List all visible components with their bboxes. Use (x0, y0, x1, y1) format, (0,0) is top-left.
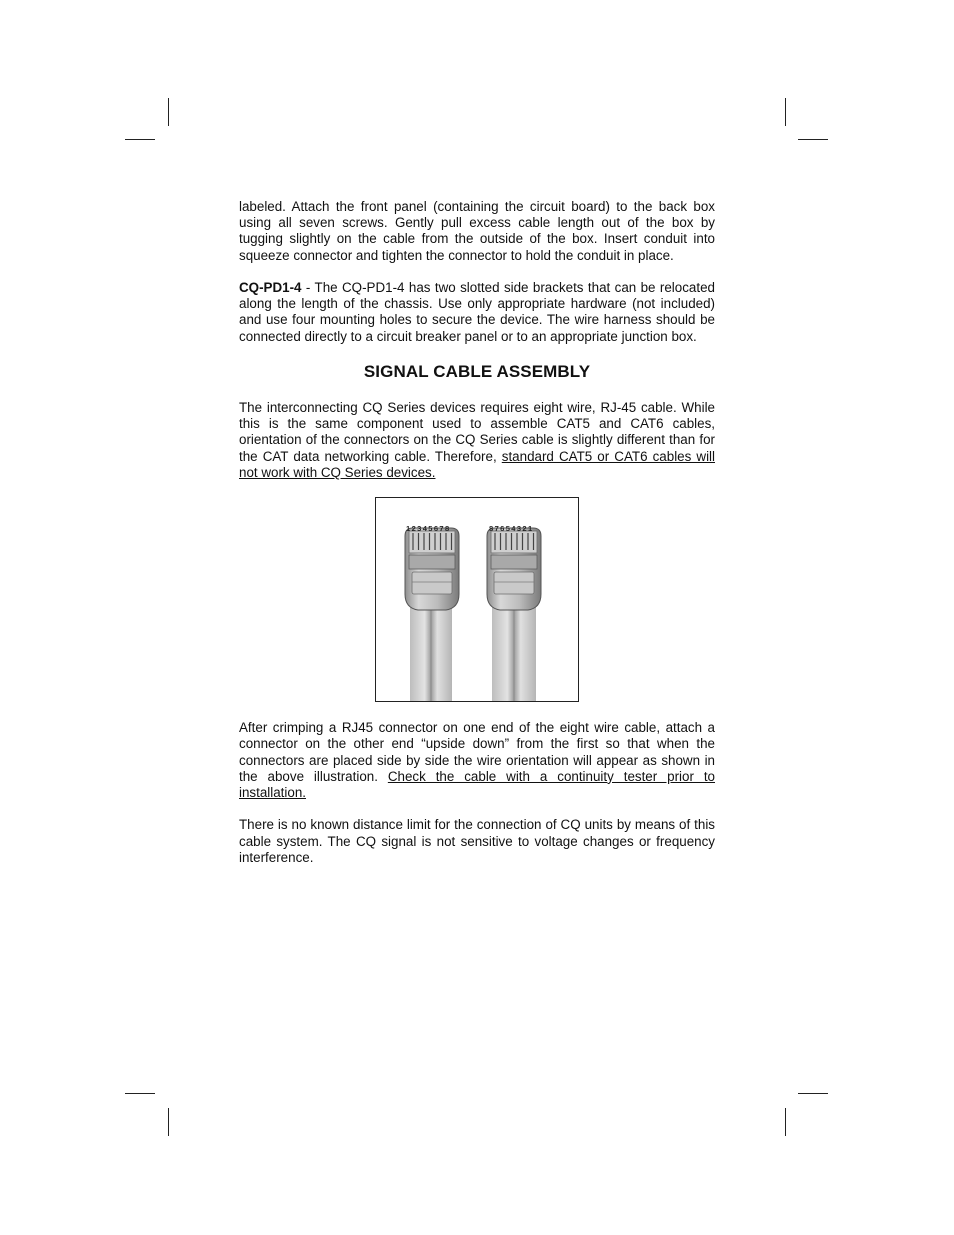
continuity-note-text: Check the cable with a continuity tester prior to installation. (239, 768, 715, 801)
paragraph-cable-intro-text: The interconnecting CQ Series devices requires eight wire, RJ-45 cable. While this is the same component used to assemble CAT5 and CAT6 cables, orientation of the connectors on the CQ Series cable is slightly different than for the CAT data networking cable. Therefore, (239, 400, 715, 464)
paragraph-cq-pd1-4-text: - The CQ-PD1-4 has two slotted side brackets that can be relocated along the length of the chassis. Use only appropriate hardware (not included) and use four mounting holes to secure the device. The wire harness should be connected directly to a circuit breaker panel or to an appropriate junction box. (239, 280, 715, 344)
crop-mark-top-left-horizontal (125, 139, 155, 140)
left-pin-numbers: 12345678 (406, 524, 451, 534)
paragraph-cable-intro (239, 400, 715, 481)
left-connector-shape (405, 528, 459, 701)
rj45-connector-figure (375, 497, 579, 702)
paragraph-crimping-text: After crimping a RJ45 connector on one end of the eight wire cable, attach a connector on the other end “upside down” from the first so that when the connectors are placed side by side the wire orientation will appear as shown in the above illustration. (239, 720, 715, 784)
paragraph-distance: There is no known distance limit for the connection of CQ units by means of this cable system. The CQ signal is not sensitive to voltage changes or frequency interference. (239, 817, 715, 865)
crop-mark-bottom-left-horizontal (125, 1093, 155, 1094)
section-heading: SIGNAL CABLE ASSEMBLY (363, 362, 591, 381)
crop-mark-top-right-horizontal (798, 139, 828, 140)
cable-warning-text: standard CAT5 or CAT6 cables will not work with CQ Series devices. (239, 448, 715, 480)
paragraph-crimping (239, 720, 715, 801)
crop-mark-bottom-right-vertical (785, 1108, 786, 1136)
crop-mark-bottom-right-horizontal (798, 1093, 828, 1094)
crop-mark-top-left-vertical (168, 98, 169, 126)
right-connector-shape (487, 528, 541, 701)
paragraph-front-panel: labeled. Attach the front panel (containing the circuit board) to the back box using all seven screws. Gently pull excess cable length out of the box by tugging slightly on the cable from the outside of the box. Insert conduit into squeeze connector and tighten the connector to hold the conduit in place. (239, 199, 715, 263)
page-content (239, 199, 715, 882)
crop-mark-bottom-left-vertical (168, 1108, 169, 1136)
crop-mark-top-right-vertical (785, 98, 786, 126)
right-pin-numbers: 87654321 (489, 524, 534, 534)
model-name-label: CQ-PD1-4 (239, 280, 302, 295)
paragraph-cq-pd1-4 (239, 280, 715, 345)
